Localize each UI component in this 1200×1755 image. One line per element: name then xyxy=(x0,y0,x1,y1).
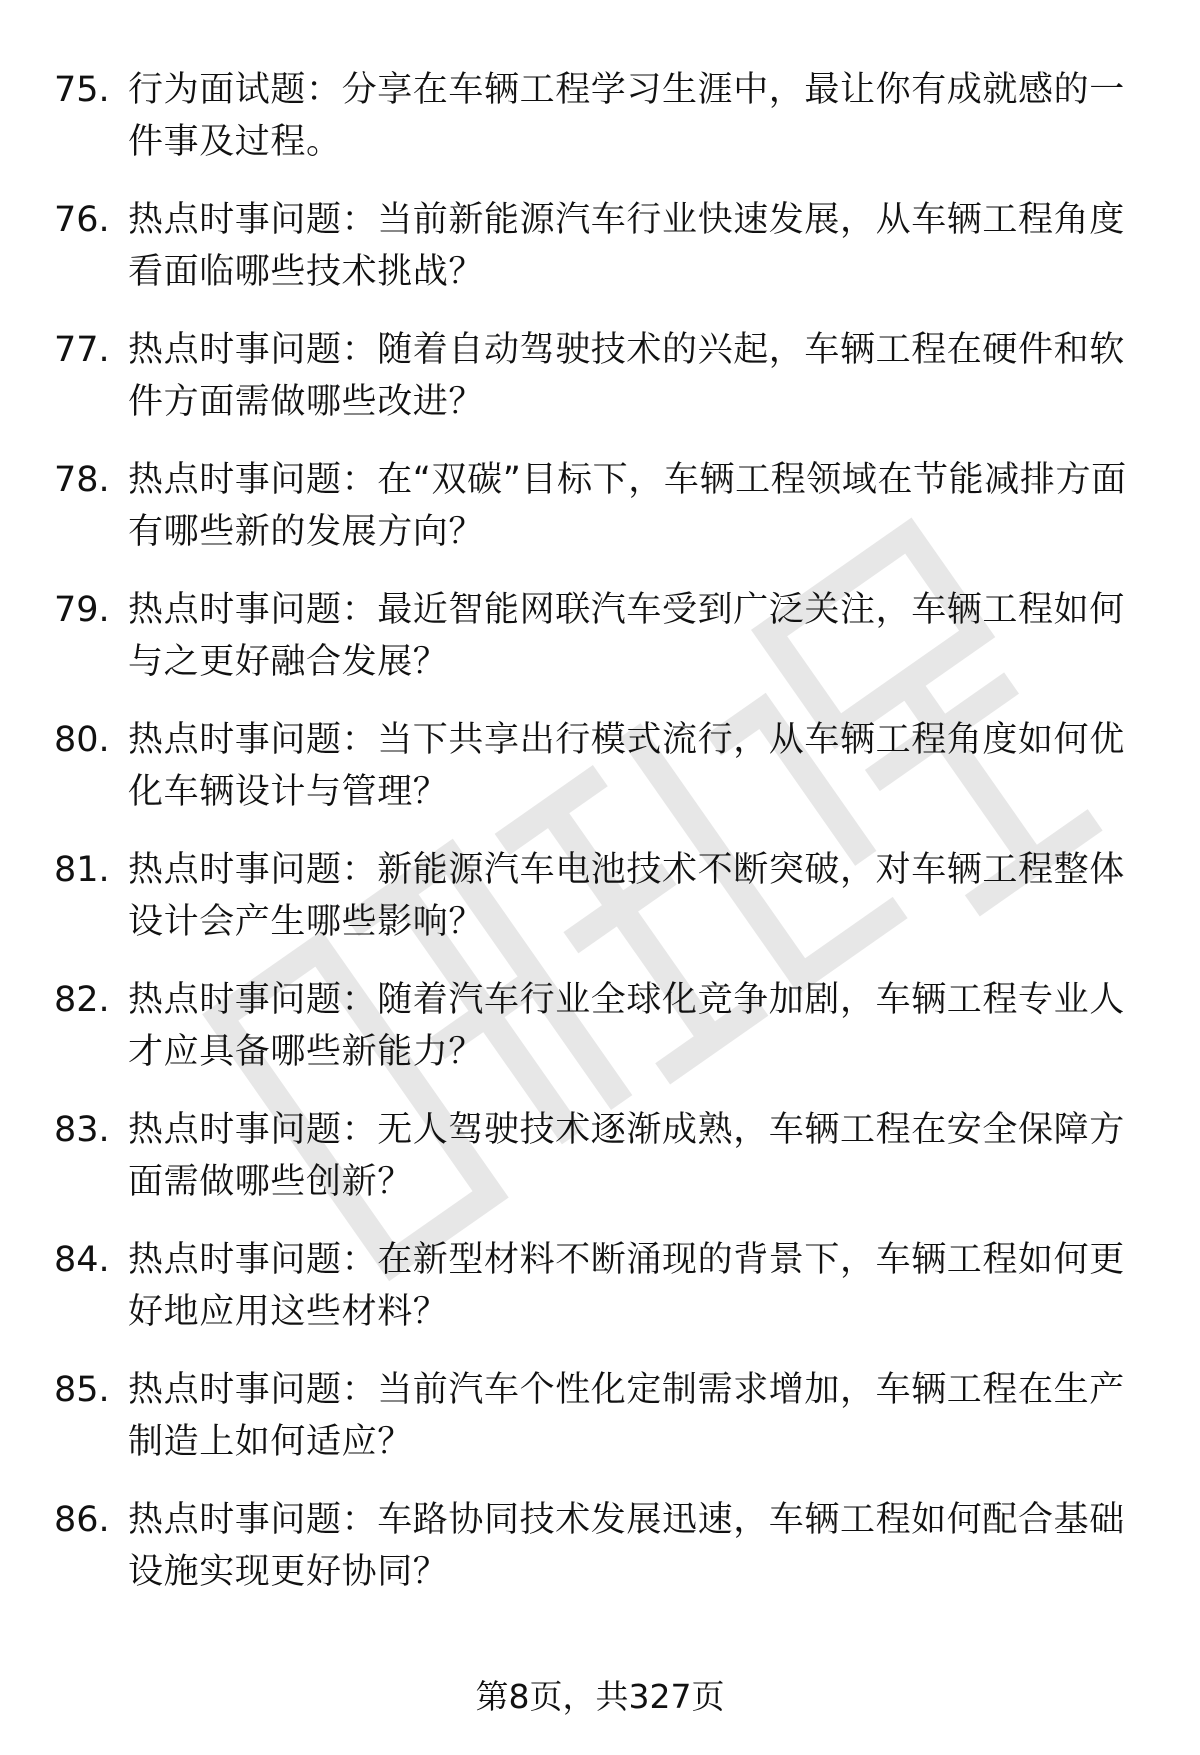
question-number: 85. xyxy=(54,1370,110,1410)
list-item xyxy=(0,52,1200,182)
list-item xyxy=(0,442,1200,572)
question-text: 热点时事问题：新能源汽车电池技术不断突破，对车辆工程整体设计会产生哪些影响？ xyxy=(128,850,1125,942)
list-item xyxy=(0,1352,1200,1482)
list-item xyxy=(0,832,1200,962)
question-number: 75. xyxy=(54,70,110,110)
list-item xyxy=(0,702,1200,832)
question-number: 79. xyxy=(54,590,110,630)
list-item xyxy=(0,182,1200,312)
question-number: 82. xyxy=(54,980,110,1020)
list-item xyxy=(0,1222,1200,1352)
question-text: 热点时事问题：随着自动驾驶技术的兴起，车辆工程在硬件和软件方面需做哪些改进？ xyxy=(128,330,1125,422)
question-number: 81. xyxy=(54,850,110,890)
page-footer xyxy=(0,1675,1200,1719)
question-text: 行为面试题：分享在车辆工程学习生涯中，最让你有成就感的一件事及过程。 xyxy=(128,70,1125,162)
question-text: 热点时事问题：在“双碳”目标下，车辆工程领域在节能减排方面有哪些新的发展方向？ xyxy=(128,460,1127,552)
question-text: 热点时事问题：车路协同技术发展迅速，车辆工程如何配合基础设施实现更好协同？ xyxy=(128,1500,1125,1592)
question-text: 热点时事问题：最近智能网联汽车受到广泛关注，车辆工程如何与之更好融合发展？ xyxy=(128,590,1125,682)
question-text: 热点时事问题：随着汽车行业全球化竞争加剧，车辆工程专业人才应具备哪些新能力？ xyxy=(128,980,1125,1072)
question-text: 热点时事问题：当前新能源汽车行业快速发展，从车辆工程角度看面临哪些技术挑战？ xyxy=(128,200,1125,292)
list-item xyxy=(0,1092,1200,1222)
question-number: 78. xyxy=(54,460,110,500)
question-number: 84. xyxy=(54,1240,110,1280)
list-item xyxy=(0,962,1200,1092)
question-number: 76. xyxy=(54,200,110,240)
question-number: 77. xyxy=(54,330,110,370)
page-number-label: 第8页，共327页 xyxy=(475,1677,725,1716)
list-item xyxy=(0,572,1200,702)
question-number: 80. xyxy=(54,720,110,760)
question-text: 热点时事问题：无人驾驶技术逐渐成熟，车辆工程在安全保障方面需做哪些创新？ xyxy=(128,1110,1125,1202)
question-number: 83. xyxy=(54,1110,110,1150)
question-list xyxy=(0,52,1200,1612)
question-text: 热点时事问题：当下共享出行模式流行，从车辆工程角度如何优化车辆设计与管理？ xyxy=(128,720,1125,812)
question-text: 热点时事问题：当前汽车个性化定制需求增加，车辆工程在生产制造上如何适应？ xyxy=(128,1370,1125,1462)
list-item xyxy=(0,1482,1200,1612)
list-item xyxy=(0,312,1200,442)
question-number: 86. xyxy=(54,1500,110,1540)
question-text: 热点时事问题：在新型材料不断涌现的背景下，车辆工程如何更好地应用这些材料？ xyxy=(128,1240,1125,1332)
